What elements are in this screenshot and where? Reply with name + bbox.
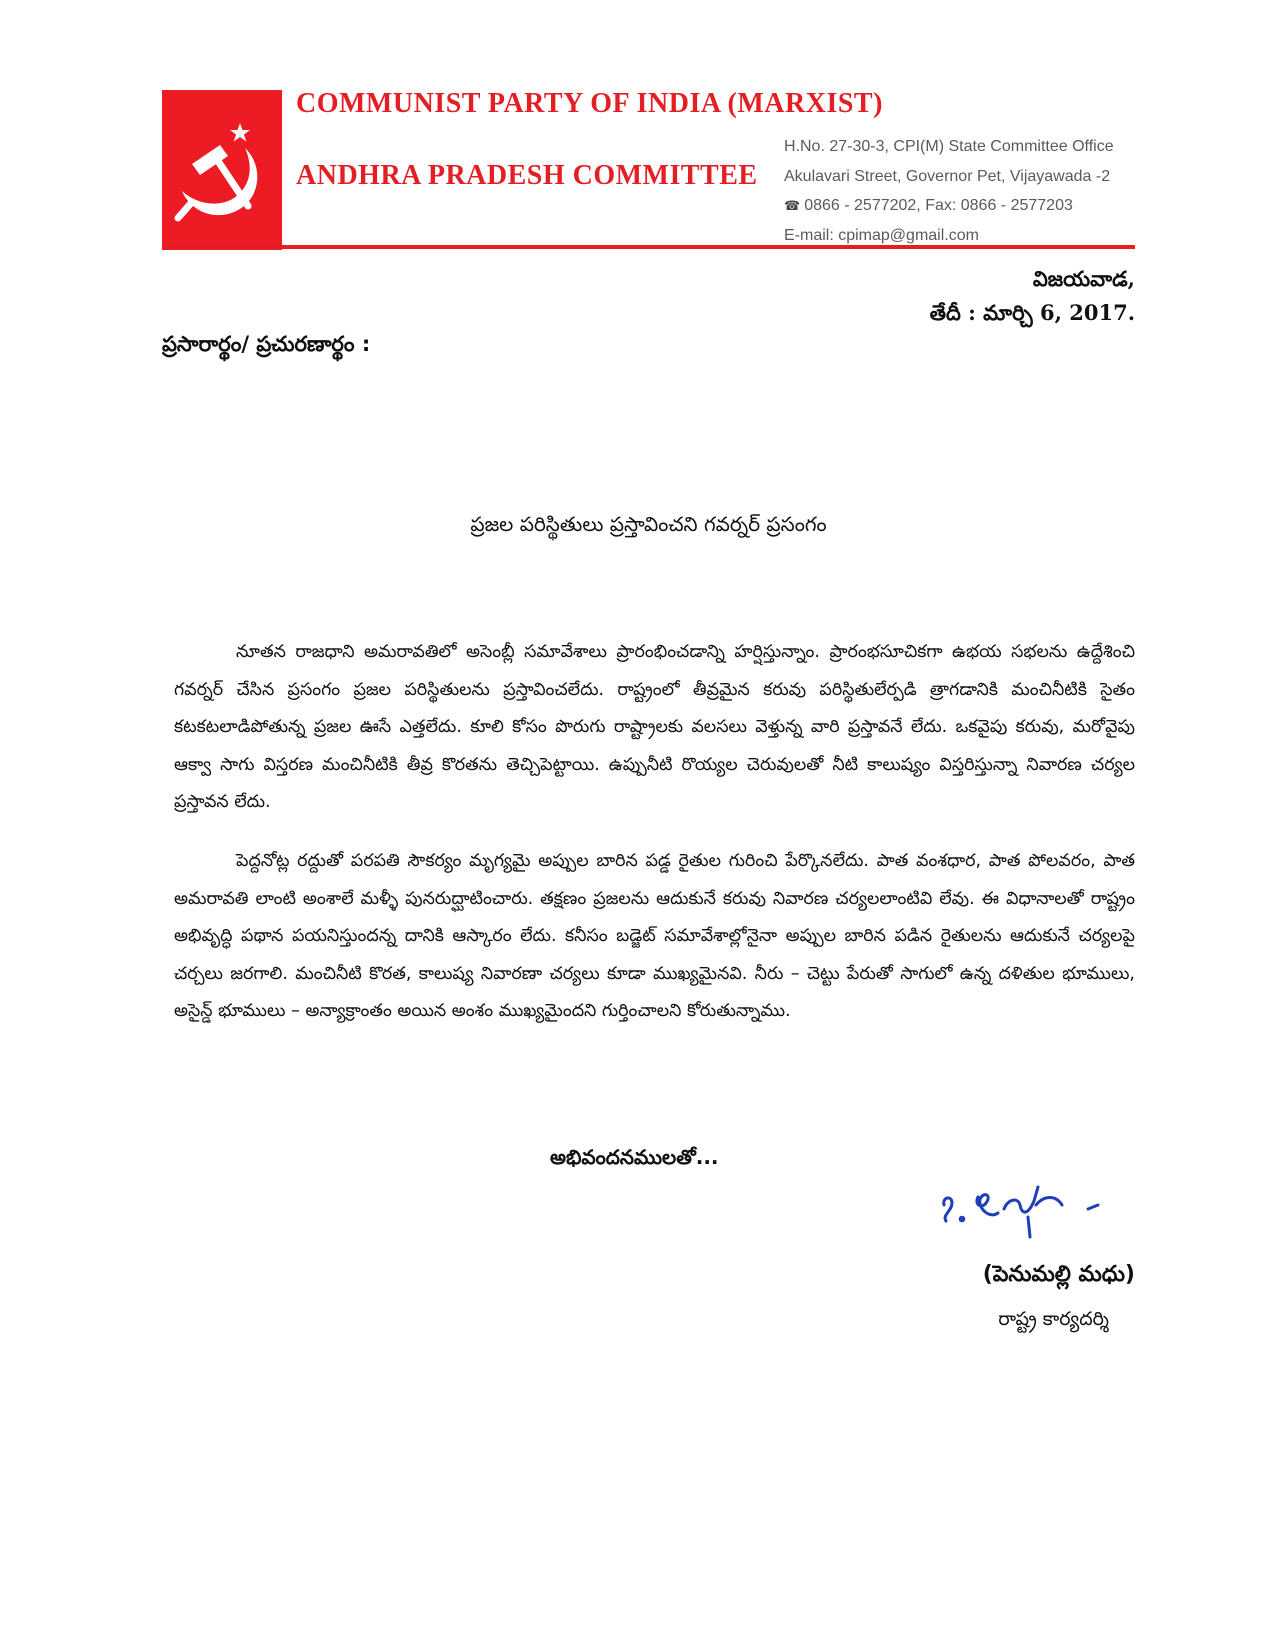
place-date-block xyxy=(930,262,1135,330)
document-title: ప్రజల పరిస్థితులు ప్రస్తావించని గవర్నర్ ప్రసంగం xyxy=(470,512,827,536)
body-paragraph-1-container xyxy=(174,634,1135,822)
press-release-label: ప్రసారార్థం/ ప్రచురణార్థం : xyxy=(162,332,371,356)
telephone-icon: ☎ xyxy=(784,198,801,213)
contact-block xyxy=(784,132,1144,250)
address-line-2: Akulavari Street, Governor Pet, Vijayawada -2 xyxy=(784,167,1111,185)
sickle-handle xyxy=(178,202,192,218)
date: తేదీ : మార్చి 6, 2017. xyxy=(929,300,1135,325)
handwritten-signature xyxy=(938,1175,1118,1245)
place: విజయవాడ, xyxy=(1032,266,1135,291)
body-paragraph-2-container xyxy=(174,843,1135,1031)
signer-name: (పెనుమల్లి మధు) xyxy=(982,1262,1135,1287)
hammer-handle xyxy=(216,158,248,206)
body-paragraph-1: నూతన రాజధాని అమరావతిలో అసెంబ్లీ సమావేశాలు ప్రారంభించడాన్ని హర్షిస్తున్నాం. ప్రారంభసూచికగా ఉభయ సభలను ఉద్దేశించి గవర్నర్ చేసిన ప్రసంగం ప్రజల పరిస్థితులను ప్రస్తావించలేదు. రాష్ట్రంలో తీవ్రమైన కరువు పరిస్థితులేర్పడి త్రాగడానికి మంచినీటికి సైతం కటకటలాడిపోతున్న ప్రజల ఊసే ఎత్తలేదు. కూలి కోసం పొరుగు రాష్ట్రాలకు వలసలు వెళ్తున్న వారి ప్రస్తావనే లేదు. ఒకవైపు కరువు, మరోవైపు ఆక్వా సాగు విస్తరణ మంచినీటికి తీవ్ర కొరతను తెచ్చిపెట్టాయి. ఉప్పునీటి రొయ్యల చెరువులతో నీటి కాలుష్యం విస్తరిస్తున్నా నివారణ చర్యల ప్రస్తావన లేదు. xyxy=(174,642,1135,812)
party-logo xyxy=(162,90,282,250)
phone-line: 0866 - 2577202, Fax: 0866 - 2577203 xyxy=(804,197,1073,214)
header-divider xyxy=(162,245,1135,249)
email-line: E-mail: cpimap@gmail.com xyxy=(784,226,979,244)
phone-line-row xyxy=(784,191,1144,221)
body-paragraph-2: పెద్దనోట్ల రద్దుతో పరపతి సౌకర్యం మృగ్యమై అప్పుల బారిన పడ్డ రైతుల గురించి పేర్కొనలేదు. పాత వంశధార, పాత పోలవరం, పాత అమరావతి లాంటి అంశాలే మళ్ళీ పునరుద్ఘాటించారు. తక్షణం ప్రజలను ఆదుకునే కరువు నివారణ చర్యలలాంటివి లేవు. ఈ విధానాలతో రాష్ట్రం అభివృద్ధి పథాన పయనిస్తుందన్న దానికి ఆస్కారం లేదు. కనీసం బడ్జెట్ సమావేశాల్లోనైనా అప్పుల బారిన పడిన రైతులను ఆదుకునే చర్యలపై చర్చలు జరగాలి. మంచినీటి కొరత, కాలుష్య నివారణా చర్యలు కూడా ముఖ్యమైనవి. నీరు – చెట్టు పేరుతో సాగులో ఉన్న దళితుల భూములు, అసైన్డ్ భూములు – అన్యాక్రాంతం అయిన అంశం ముఖ్యమైందని గుర్తించాలని కోరుతున్నాము. xyxy=(174,851,1135,1021)
closing-salutation: అభివందనములతో... xyxy=(550,1145,719,1169)
committee-name: ANDHRA PRADESH COMMITTEE xyxy=(296,160,758,191)
address-line-1: H.No. 27-30-3, CPI(M) State Committee Office xyxy=(784,138,1114,155)
hammer-sickle-icon xyxy=(162,90,282,250)
star-icon xyxy=(230,123,250,142)
signer-designation: రాష్ట్ర కార్యదర్శి xyxy=(998,1308,1109,1330)
org-name: COMMUNIST PARTY OF INDIA (MARXIST) xyxy=(296,88,883,119)
